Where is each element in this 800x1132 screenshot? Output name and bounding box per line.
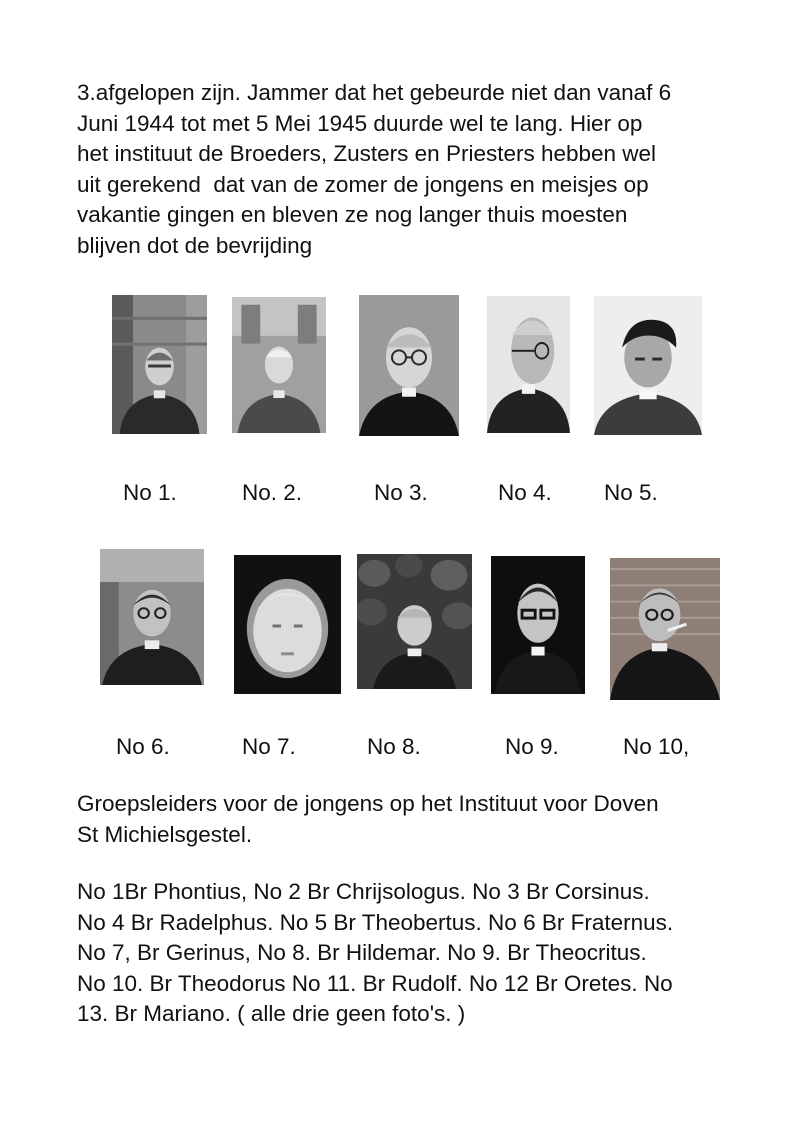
- portrait-photo-4: [487, 296, 570, 433]
- group-leaders-heading: [77, 789, 757, 850]
- photo-caption-8: No 8.: [367, 734, 421, 759]
- intro-line: Juni 1944 tot met 5 Mei 1945 duurde wel te lang. Hier op: [77, 110, 643, 136]
- photo-caption-10: No 10,: [623, 734, 690, 759]
- names-line: 13. Br Mariano. ( alle drie geen foto's. ): [77, 1001, 466, 1026]
- intro-line: het instituut de Broeders, Zusters en Priesters hebben wel: [77, 141, 657, 166]
- heading-line: St Michielsgestel.: [77, 821, 253, 847]
- portrait-photo-5: [594, 296, 702, 435]
- intro-line: vakantie gingen en bleven ze nog langer thuis moesten: [77, 202, 628, 227]
- names-line: No 4 Br Radelphus. No 5 Br Theobertus. No 6 Br Fraternus.: [77, 909, 674, 935]
- portrait-photo-1: [112, 295, 207, 434]
- photo-caption-4: No 4.: [498, 480, 552, 505]
- photo-caption-7: No 7.: [242, 734, 296, 759]
- portrait-photo-7: [234, 555, 341, 694]
- photo-caption-5: No 5.: [604, 480, 658, 505]
- names-line: No 1Br Phontius, No 2 Br Chrijsologus. No 3 Br Corsinus.: [77, 879, 650, 904]
- heading-line: Groepsleiders voor de jongens op het Instituut voor Doven: [77, 791, 659, 816]
- names-list: [77, 877, 757, 1030]
- portrait-photo-6: [100, 549, 204, 685]
- intro-line: uit gerekend dat van de zomer de jongens en meisjes op: [77, 171, 649, 197]
- portrait-photo-3: [359, 295, 459, 436]
- portrait-photo-8: [357, 554, 472, 689]
- portrait-photo-2: [232, 297, 326, 433]
- intro-line: 3.afgelopen zijn. Jammer dat het gebeurde niet dan vanaf 6: [77, 80, 672, 105]
- photo-caption-6: No 6.: [116, 734, 170, 759]
- names-line: No 7, Br Gerinus, No 8. Br Hildemar. No 9. Br Theocritus.: [77, 940, 647, 965]
- photo-caption-3: No 3.: [374, 480, 428, 505]
- portrait-photo-9: [491, 556, 585, 694]
- photo-caption-9: No 9.: [505, 734, 559, 759]
- photo-caption-1: No 1.: [123, 480, 177, 505]
- intro-paragraph: [77, 78, 757, 261]
- names-line: No 10. Br Theodorus No 11. Br Rudolf. No 12 Br Oretes. No: [77, 970, 673, 996]
- photo-caption-2: No. 2.: [242, 480, 303, 505]
- intro-line: blijven dot de bevrijding: [77, 232, 313, 258]
- portrait-photo-10: [610, 558, 720, 700]
